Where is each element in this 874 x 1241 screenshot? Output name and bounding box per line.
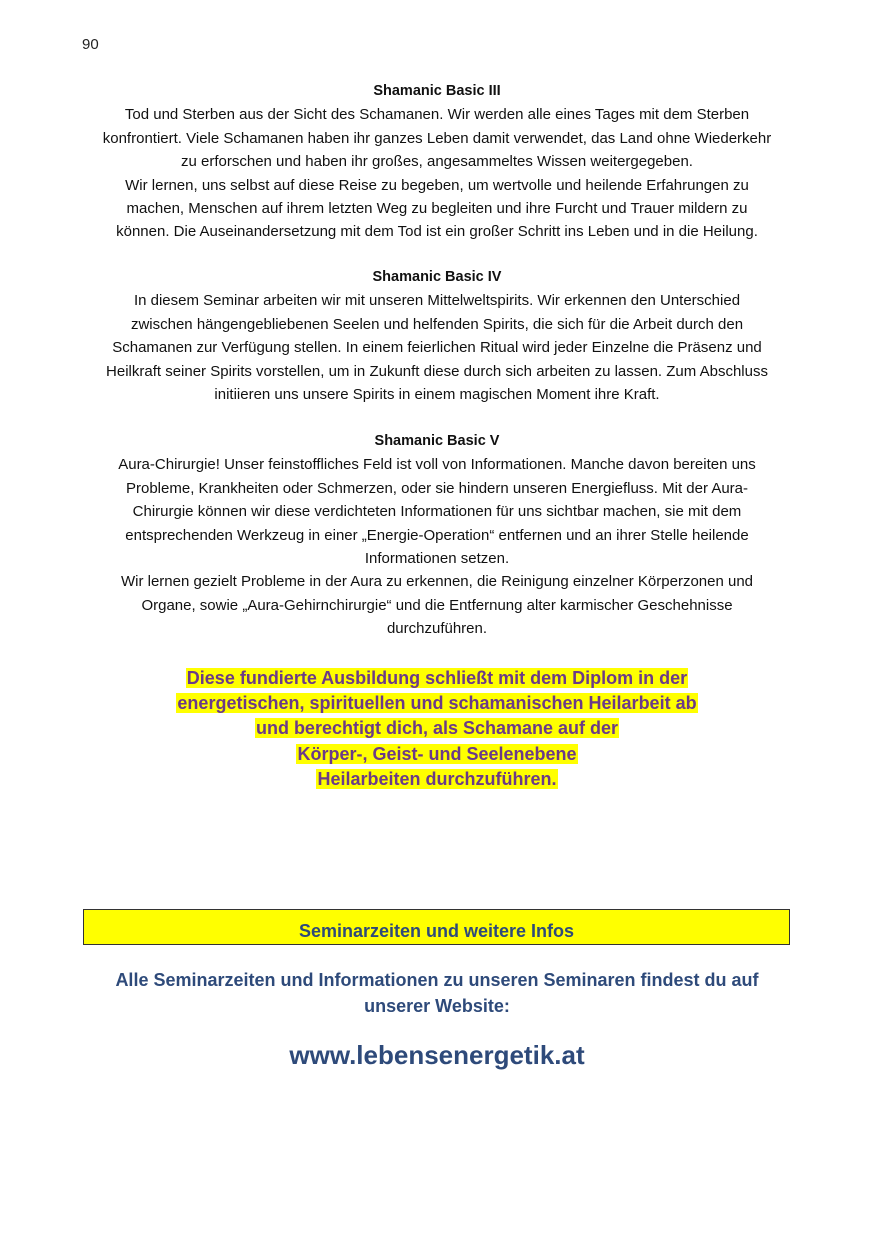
page-number: 90 (82, 36, 99, 53)
section-line: entsprechenden Werkzeug in einer „Energie-Operation“ entfernen und an ihrer Stelle heilende (125, 526, 749, 544)
highlight-line: Diese fundierte Ausbildung schließt mit dem Diplom in der (186, 668, 688, 688)
section-line: zu erforschen und haben ihr großes, angesammeltes Wissen weitergegeben. (181, 153, 693, 171)
highlight-line: Heilarbeiten durchzuführen. (317, 768, 557, 789)
section-title: Shamanic Basic IV (372, 269, 502, 285)
section-line: Schamanen zur Verfügung stellen. In einem feierlichen Ritual wird jeder Einzelne die Präsenz und (112, 339, 762, 357)
highlight-line: energetischen, spirituellen und schamanischen Heilarbeit ab (177, 693, 697, 714)
section-line: initiieren uns unsere Spirits in einem magischen Moment ihre Kraft. (214, 386, 660, 404)
info-heading-box (83, 909, 790, 945)
section-line: In diesem Seminar arbeiten wir mit unseren Mittelweltspirits. Wir erkennen den Unterschied (133, 292, 741, 310)
section-title: Shamanic Basic V (374, 433, 500, 449)
section-title: Shamanic Basic III (373, 83, 501, 99)
section-line: Wir lernen gezielt Probleme in der Aura zu erkennen, die Reinigung einzelner Körperzonen und (120, 573, 754, 591)
info-heading: Seminarzeiten und weitere Infos (298, 921, 575, 941)
section-line: Wir lernen, uns selbst auf diese Reise zu begeben, um wertvolle und heilende Erfahrungen zu (125, 176, 749, 194)
section-line: Tod und Sterben aus der Sicht des Schamanen. Wir werden alle eines Tages mit dem Sterben (124, 106, 750, 124)
section-line: können. Die Auseinandersetzung mit dem Tod ist ein großer Schritt ins Leben und in die Heilung. (116, 223, 758, 241)
website-link[interactable]: www.lebensenergetik.at (289, 1040, 585, 1070)
section-line: Informationen setzen. (364, 550, 510, 568)
highlight-line: Körper-, Geist- und Seelenebene (297, 743, 577, 764)
info-text-line: Alle Seminarzeiten und Informationen zu unseren Seminaren findest du auf (115, 970, 759, 990)
section-line: Aura-Chirurgie! Unser feinstoffliches Feld ist voll von Informationen. Manche davon bereiten uns (118, 456, 756, 474)
section-shamanic-basic-4 (90, 266, 784, 406)
section-line: machen, Menschen auf ihrem letzten Weg zu begleiten und ihre Furcht und Trauer mildern zu (126, 200, 748, 218)
section-shamanic-basic-5 (90, 430, 784, 641)
section-line: zwischen hängengebliebenen Seelen und helfenden Spirits, die sich für die Arbeit durch den (130, 315, 744, 333)
diploma-highlight (90, 666, 784, 792)
section-line: durchzuführen. (386, 620, 488, 638)
section-line: konfrontiert. Viele Schamanen haben ihr ganzes Leben damit verwendet, das Land ohne Wiederkehr (102, 129, 772, 147)
section-line: Organe, sowie „Aura-Gehirnchirurgie“ und die Entfernung alter karmischer Geschehnisse (141, 596, 733, 614)
highlight-line: und berechtigt dich, als Schamane auf der (255, 718, 619, 739)
section-line: Heilkraft seiner Spirits vorstellen, um in Zukunft diese durch sich arbeiten zu lassen. Zum Abschluss (106, 362, 768, 380)
info-text (90, 968, 784, 1019)
section-line: Chirurgie können wir diese verdichteten Informationen für uns sichtbar machen, sie mit dem (132, 503, 742, 521)
info-text-line: unserer Website: (364, 995, 510, 1016)
section-shamanic-basic-3 (90, 80, 784, 244)
section-line: Probleme, Krankheiten oder Schmerzen, oder sie hindern unseren Energiefluss. Mit der Aura- (126, 479, 748, 497)
